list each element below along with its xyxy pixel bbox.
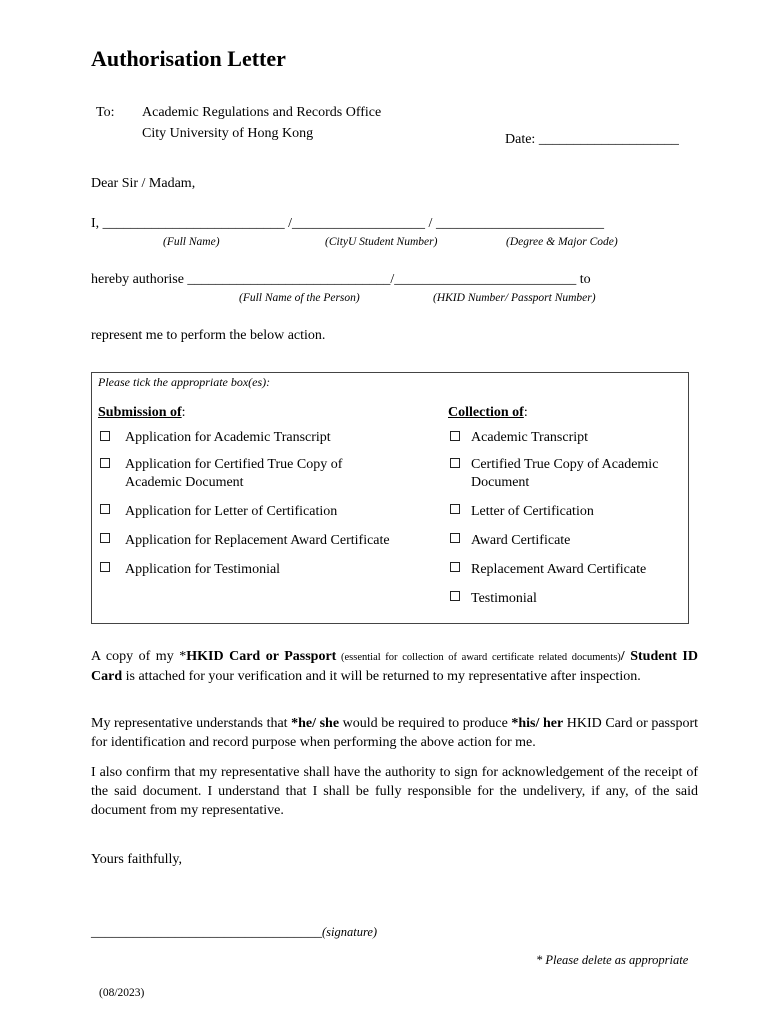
- collection-item-award: Award Certificate: [471, 533, 571, 548]
- caption-person-name: (Full Name of the Person): [239, 292, 360, 304]
- caption-student-number: (CityU Student Number): [325, 236, 438, 248]
- checkbox-collection-letter[interactable]: [450, 504, 460, 514]
- submission-item-replacement: Application for Replacement Award Certificate: [125, 533, 390, 548]
- checkbox-panel: [91, 372, 689, 624]
- checkbox-collection-award[interactable]: [450, 533, 460, 543]
- signature-label: (signature): [322, 925, 378, 939]
- checkbox-submission-letter[interactable]: [100, 504, 110, 514]
- collection-item-replacement: Replacement Award Certificate: [471, 562, 647, 577]
- checkbox-submission-testimonial[interactable]: [100, 562, 110, 572]
- signature-line[interactable]: _________________________________(signature): [91, 925, 378, 940]
- checkbox-submission-transcript[interactable]: [100, 431, 110, 441]
- id-copy-paragraph: A copy of my *HKID Card or Passport (essential for collection of award certificate related documents)/ Student ID Card is attached for your verification and it will be returned to my representative after inspection.: [91, 649, 698, 684]
- version-number: (08/2023): [99, 987, 145, 999]
- submission-heading: Submission of:: [98, 405, 186, 420]
- collection-heading: Collection of:: [448, 405, 528, 420]
- checkbox-collection-testimonial[interactable]: [450, 591, 460, 601]
- collection-item-testimonial: Testimonial: [471, 591, 537, 606]
- submission-item-testimonial: Application for Testimonial: [125, 562, 281, 577]
- checkbox-submission-certified-copy[interactable]: [100, 458, 110, 468]
- student-details-line[interactable]: I, __________________________ /___________________ / ________________________: [91, 216, 604, 231]
- submission-item-transcript: Application for Academic Transcript: [125, 430, 331, 445]
- office-line-2: City University of Hong Kong: [142, 126, 314, 141]
- date-field[interactable]: Date: ____________________: [505, 132, 679, 147]
- caption-full-name: (Full Name): [163, 236, 220, 248]
- authorise-line[interactable]: hereby authorise _____________________________/__________________________ to: [91, 272, 591, 287]
- closing: Yours faithfully,: [91, 852, 183, 867]
- collection-item-transcript: Academic Transcript: [471, 430, 589, 445]
- caption-id-number: (HKID Number/ Passport Number): [433, 292, 596, 304]
- caption-degree-code: (Degree & Major Code): [506, 236, 618, 248]
- collection-item-letter: Letter of Certification: [471, 504, 594, 519]
- page-title: Authorisation Letter: [91, 46, 286, 71]
- confirmation-paragraph: I also confirm that my representative shall have the authority to sign for acknowledgement of the receipt of the said document. I understand that I shall be fully responsible for the undelivery, if any, of the said document from my representative.: [91, 765, 698, 818]
- submission-item-letter: Application for Letter of Certification: [125, 504, 338, 519]
- checkbox-collection-replacement[interactable]: [450, 562, 460, 572]
- represent-line: represent me to perform the below action.: [91, 328, 326, 343]
- office-line-1: Academic Regulations and Records Office: [142, 105, 382, 120]
- footnote: * Please delete as appropriate: [536, 953, 689, 967]
- checkbox-collection-transcript[interactable]: [450, 431, 460, 441]
- checkbox-collection-certified-copy[interactable]: [450, 458, 460, 468]
- to-label: To:: [96, 105, 115, 120]
- representative-paragraph: My representative understands that *he/ she would be required to produce *his/ her HKID Card or passport for identification and record purpose when performing the above action for me.: [91, 716, 699, 750]
- collection-item-certified-copy: Certified True Copy of Academic Document: [471, 457, 659, 490]
- submission-item-certified-copy: Application for Certified True Copy of Academic Document: [125, 457, 343, 490]
- checkbox-submission-replacement[interactable]: [100, 533, 110, 543]
- salutation: Dear Sir / Madam,: [91, 176, 196, 191]
- tick-instruction: Please tick the appropriate box(es):: [98, 375, 271, 389]
